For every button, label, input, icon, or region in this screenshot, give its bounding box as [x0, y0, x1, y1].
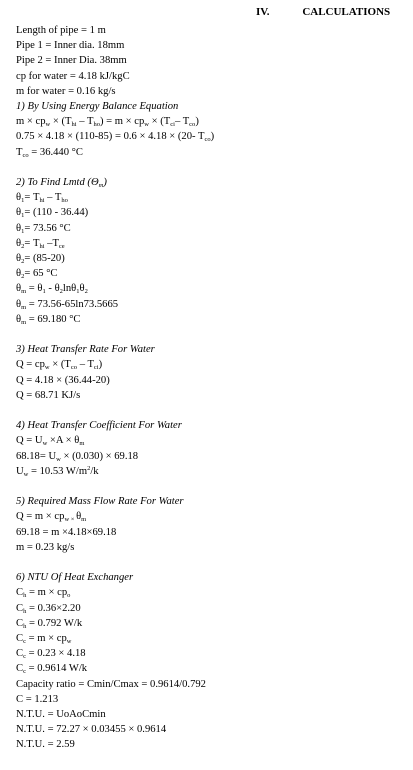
calc-line: $68.18= U_w \times (0.030) \times 69.18$: [16, 450, 139, 463]
subsection-heading: 4) Heat Transfer Coefficient For Water: [16, 420, 182, 432]
calc-line: Length of pipe = 1 m: [16, 25, 106, 36]
calc-line: $\theta_1= 73.56$ °C: [16, 222, 71, 235]
calc-line: cp for water = 4.18 kJ/kgC: [16, 70, 130, 82]
calc-line: Pipe 2 = Inner Dia. 38mm: [16, 55, 127, 67]
calc-line: $C_h = 0.792$ W/k: [16, 617, 83, 630]
subsection-heading: 6) NTU Of Heat Exchanger: [16, 572, 134, 584]
calc-line: $\theta_2= 65$ °C: [16, 268, 58, 281]
calc-line: N.T.U. = UoAoCmin: [16, 709, 106, 720]
calc-line: $C_h = m \times cp_o$: [16, 587, 71, 600]
calc-line: Pipe 1 = Inner dia. 18mm: [16, 40, 125, 52]
calc-line: $C_c = m \times cp_w$: [16, 633, 72, 645]
calc-line: $T_{co} = 36.440$ °C: [16, 146, 83, 159]
calc-line: $\theta_1= (110 - 36.44)$: [16, 207, 89, 220]
calc-line: m = 0.23 kg/s: [16, 541, 75, 553]
calc-line: m for water = 0.16 kg/s: [16, 85, 116, 97]
calc-line: Q = 68.71 KJ/s: [16, 389, 81, 401]
calc-line: $\theta_2= T_{hi}$ $-T_{ce}$: [16, 237, 65, 250]
calc-line: $\theta_m = 69.180$ °C: [16, 313, 81, 326]
calc-line: $C_c = 0.9614$ W/k: [16, 663, 88, 676]
calc-line: C = 1.213: [16, 693, 59, 705]
calc-line: $Q = U_w \times A \times \theta_m$: [16, 435, 85, 448]
subsection-heading: 5) Required Mass Flow Rate For Water: [16, 496, 184, 508]
calc-line: $U_w = 10.53$ $W/m^2/k$: [16, 464, 99, 478]
subsection-heading: 2) To Find Lmtd $(\Theta_m)$: [16, 177, 107, 189]
calc-line: $Q = cp_w \times (T_{co} - T_{ci})$: [16, 359, 103, 372]
section-number: IV.: [256, 6, 270, 18]
calc-line: 69.18 = m ×4.18×69.18: [16, 526, 117, 538]
calc-line: N.T.U. = 72.27 × 0.03455 × 0.9614: [16, 724, 167, 736]
calc-line: $C_c = 0.23 \times 4.18$: [16, 648, 86, 661]
calc-line: $\theta_2= (85-20)$: [16, 253, 65, 265]
calc-line: $m \times cp_w \times (T_{hi} - T_{ho}) = m \times cp_w \times (T_{ci}-$ $T_{co}$): [16, 116, 199, 129]
calc-line: Capacity ratio = Cmin/Cmax = 0.9614/0.792: [16, 678, 206, 690]
subsection-heading: 1) By Using Energy Balance Equation: [16, 101, 179, 112]
calc-line: N.T.U. = 2.59: [16, 739, 75, 751]
calc-line: $\theta_1= T_{hi} - T_{ho}$: [16, 192, 68, 205]
calc-line: $C_h = 0.36\times 2.20$: [16, 602, 81, 615]
section-title: CALCULATIONS: [302, 6, 391, 18]
calc-line: $Q = m \times cp_{w \times}$ $\theta_m$: [16, 511, 87, 524]
subsection-heading: 3) Heat Transfer Rate For Water: [16, 344, 155, 356]
calc-line: Q = 4.18 × (36.44-20): [16, 374, 110, 386]
calc-line: $\theta_m = 73.56-65\ln 73.5665$: [16, 298, 119, 311]
calc-line: $\theta_m = \theta_1 - \theta_2\ln\theta_1\theta_2$: [16, 283, 88, 296]
calc-line: 0.75 × 4.18 × (110-85) = 0.6 × 4.18 × (20- $T_{co}$): [16, 131, 215, 144]
